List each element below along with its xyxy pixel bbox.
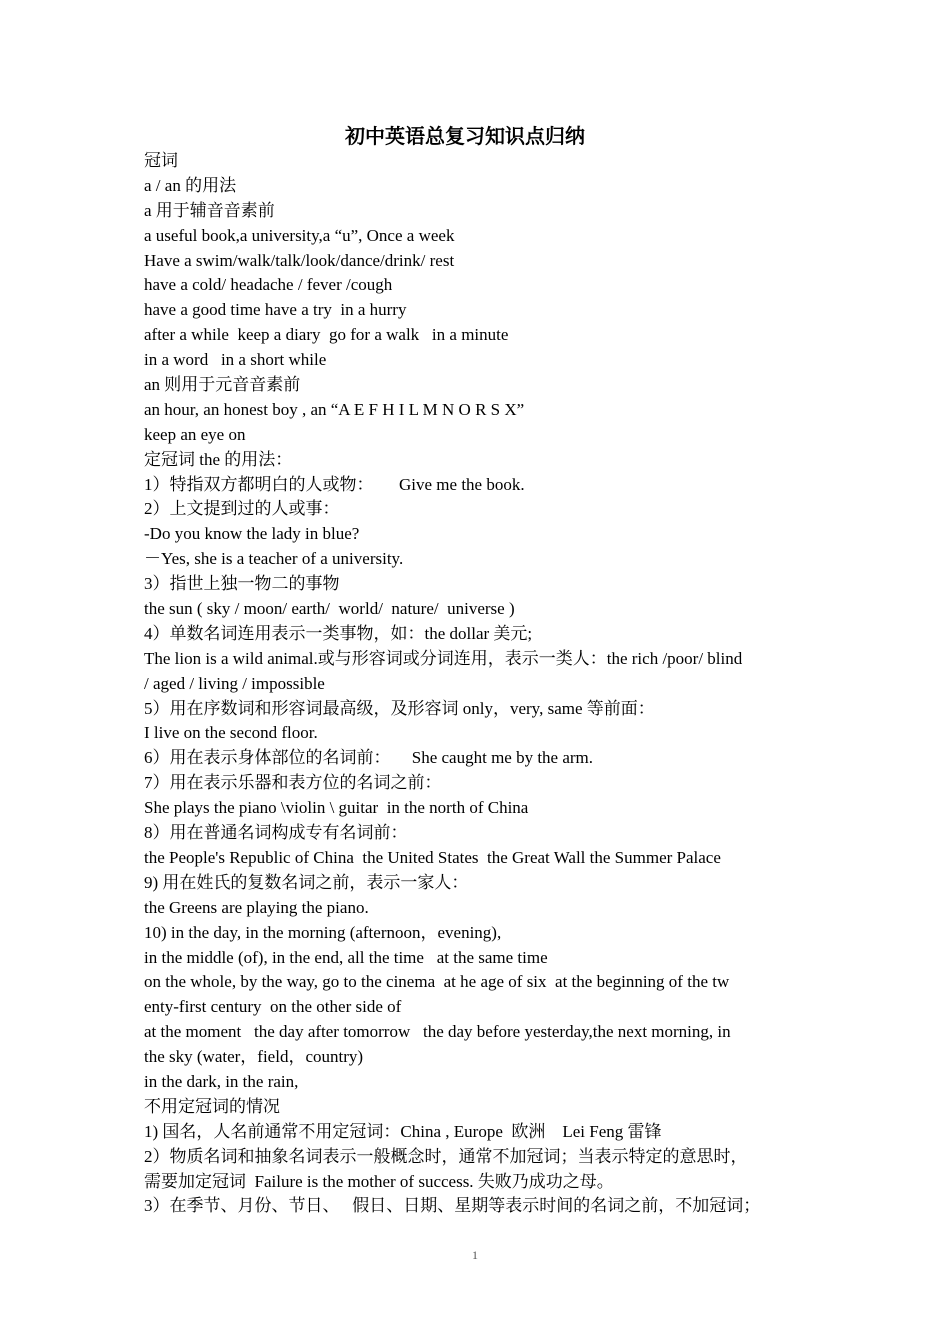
text-line: in the dark, in the rain, xyxy=(144,1071,299,1091)
text-line: a useful book,a university,a “u”, Once a week xyxy=(144,225,455,245)
text-line: I live on the second floor. xyxy=(144,723,318,743)
text-line: after a while keep a diary go for a walk in a minute xyxy=(144,325,509,345)
text-line: 2）上文提到过的人或事： xyxy=(144,499,340,519)
text-line: 3）指世上独一物二的事物 xyxy=(144,574,340,594)
text-line: on the whole, by the way, go to the cinema at he age of six at the beginning of the tw xyxy=(144,972,730,992)
text-line: 6）用在表示身体部位的名词前： She caught me by the arm. xyxy=(144,748,594,768)
text-line: a / an 的用法 xyxy=(144,175,237,195)
text-line: / aged / living / impossible xyxy=(144,673,325,693)
text-line: The lion is a wild animal.或与形容词或分词连用，表示一类人：the rich /poor/ blind xyxy=(144,648,743,668)
text-line: the sun ( sky / moon/ earth/ world/ nature/ universe ) xyxy=(144,599,515,619)
text-line: Have a swim/walk/talk/look/dance/drink/ rest xyxy=(144,250,455,270)
text-line: have a good time have a try in a hurry xyxy=(144,300,407,320)
text-line: 4）单数名词连用表示一类事物，如：the dollar 美元; xyxy=(144,623,533,643)
document-title: 初中英语总复习知识点归纳 xyxy=(345,126,585,148)
text-line: 冠词 xyxy=(144,151,178,170)
text-line: an hour, an honest boy , an “A E F H I L M N O R S X” xyxy=(144,399,525,419)
document-body xyxy=(144,149,816,1219)
text-line: enty-first century on the other side of xyxy=(144,997,402,1017)
text-line: 8）用在普通名词构成专有名词前： xyxy=(144,823,408,843)
text-line: 1) 国名，人名前通常不用定冠词：China , Europe 欧洲 Lei Feng 雷锋 xyxy=(144,1121,662,1141)
text-line: 需要加定冠词 Failure is the mother of success. 失败乃成功之母。 xyxy=(144,1171,614,1191)
text-line: a 用于辅音音素前 xyxy=(144,200,275,220)
text-line: 1）特指双方都明白的人或物： Give me the book. xyxy=(144,474,525,494)
text-line: -Do you know the lady in blue? xyxy=(144,524,360,544)
text-line: 7）用在表示乐器和表方位的名词之前： xyxy=(144,773,442,793)
text-line: 10) in the day, in the morning (afternoon，evening), xyxy=(144,922,502,942)
text-line: in a word in a short while xyxy=(144,350,327,370)
text-line: an 则用于元音音素前 xyxy=(144,375,301,395)
text-line: 5）用在序数词和形容词最高级，及形容词 only，very, same 等前面： xyxy=(144,698,655,718)
text-line: 9) 用在姓氏的复数名词之前，表示一家人： xyxy=(144,872,469,892)
page-number: 1 xyxy=(472,1248,478,1262)
text-line: the sky (water，field，country) xyxy=(144,1047,364,1067)
text-line: 定冠词 the 的用法： xyxy=(144,449,293,469)
text-line: 3）在季节、月份、节日、 假日、日期、星期等表示时间的名词之前，不加冠词； xyxy=(144,1196,761,1216)
text-line: －Yes, she is a teacher of a university. xyxy=(144,549,404,569)
text-line: have a cold/ headache / fever /cough xyxy=(144,275,393,295)
text-line: the Greens are playing the piano. xyxy=(144,897,369,917)
text-line: 不用定冠词的情况 xyxy=(144,1096,280,1116)
text-line: keep an eye on xyxy=(144,424,246,444)
text-line: She plays the piano \violin \ guitar in the north of China xyxy=(144,798,529,818)
text-line: 2）物质名词和抽象名词表示一般概念时，通常不加冠词；当表示特定的意思时， xyxy=(144,1146,748,1166)
text-line: the People's Republic of China the United States the Great Wall the Summer Palace xyxy=(144,847,721,867)
text-line: in the middle (of), in the end, all the time at the same time xyxy=(144,947,548,967)
text-line: at the moment the day after tomorrow the day before yesterday,the next morning, in xyxy=(144,1022,731,1042)
